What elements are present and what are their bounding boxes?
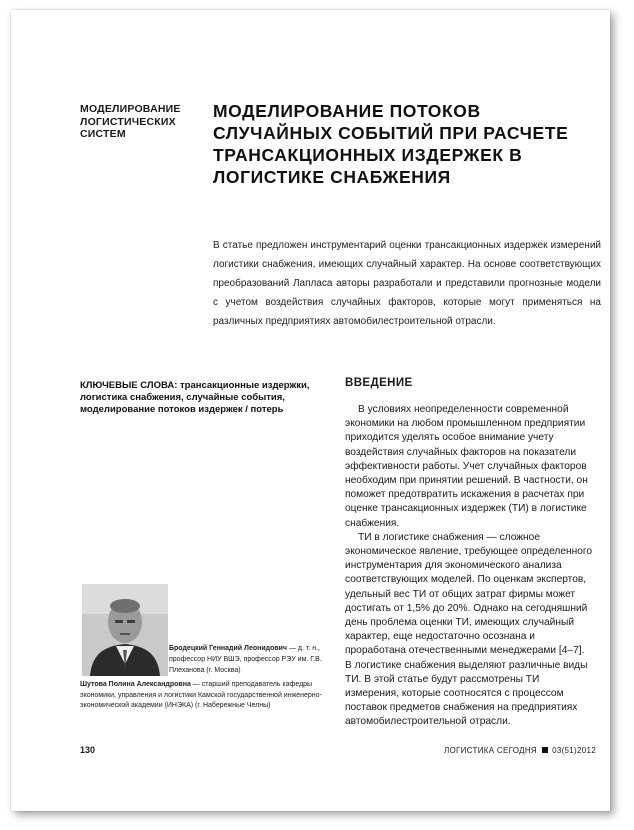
journal-name: ЛОГИСТИКА СЕГОДНЯ (443, 746, 538, 755)
section-label: МОДЕЛИРОВАНИЕ ЛОГИСТИЧЕСКИХ СИСТЕМ (80, 103, 181, 140)
introduction-heading: ВВЕДЕНИЕ (345, 377, 413, 389)
introduction-body (345, 403, 593, 730)
author-portrait-image (82, 584, 168, 676)
article-title: МОДЕЛИРОВАНИЕ ПОТОКОВ СЛУЧАЙНЫХ СОБЫТИЙ ПРИ РАСЧЕТЕ ТРАНСАКЦИОННЫХ ИЗДЕРЖЕК В ЛОГИСТИКЕ СНАБЖЕНИЯ (213, 101, 569, 187)
abstract: В статье предложен инструментарий оценки трансакционных издержек измерений логистики снабжения, имеющих случайный характер. На основе соответствующих преобразований Лапласа авторы разработали и представили прогнозные модели с учетом воздействия случайных факторов, которые могут применяться на различных предприятиях автомобилестроительной отрасли. (213, 240, 601, 327)
journal-footer (444, 746, 596, 755)
author-2-info: — старший преподаватель кафедры экономики, управления и логистики Камской государственной инженерно-экономической академии (ИНЭКА) (г. Набережные Челны) (80, 681, 322, 709)
page-number: 130 (80, 745, 96, 755)
journal-issue: 03(51)2012 (552, 746, 596, 755)
square-separator-icon (542, 747, 548, 753)
intro-paragraph: ТИ в логистике снабжения — сложное экономическое явление, требующее определенного инструментария для экономического анализа соответствующих моделей. По оценкам экспертов, удельный вес ТИ от общих затрат фирмы может достигать от 1,5% до 20%. Однако на сегодняшний день проблема оценки ТИ, имеющих случайный характер, еще недостаточно осознана и проработана отечественными менеджерами [4–7]. В логистике снабжения выделяют различные виды ТИ. В этой статье будут рассмотрены ТИ измерения, которые соотносятся с процессом поставок предметов снабжения на предприятиях автомобилестроительной отрасли. (345, 531, 593, 728)
author-2-bio (80, 680, 330, 712)
author-1-info: — д. т. н., профессор НИУ ВШЭ, профессор РЭУ им. Г.В. Плеханова (г. Москва) (169, 645, 322, 674)
author-photo (82, 584, 168, 676)
journal-page (11, 10, 610, 811)
author-2-name: Шутова Полина Александровна (80, 681, 191, 688)
keywords (80, 380, 325, 416)
keywords-label: КЛЮЧЕВЫЕ СЛОВА: (80, 380, 178, 391)
keywords-text: трансакционные издержки, логистика снабжения, случайные события, моделирование потоков издержек / потерь (80, 380, 310, 415)
author-1-bio (169, 643, 325, 676)
author-1-name: Бродецкий Геннадий Леонидович (169, 645, 288, 652)
intro-paragraph: В условиях неопределенности современной экономики на любом промышленном предприятии приходится уделять особое внимание учету воздействия случайных факторов на показатели эффективности работы. Учет случайных факторов необходим при принятии решений. В частности, он поможет предотвратить искажения в расчетах при оценке трансакционных издержек (ТИ) в логистике снабжения. (345, 404, 588, 529)
